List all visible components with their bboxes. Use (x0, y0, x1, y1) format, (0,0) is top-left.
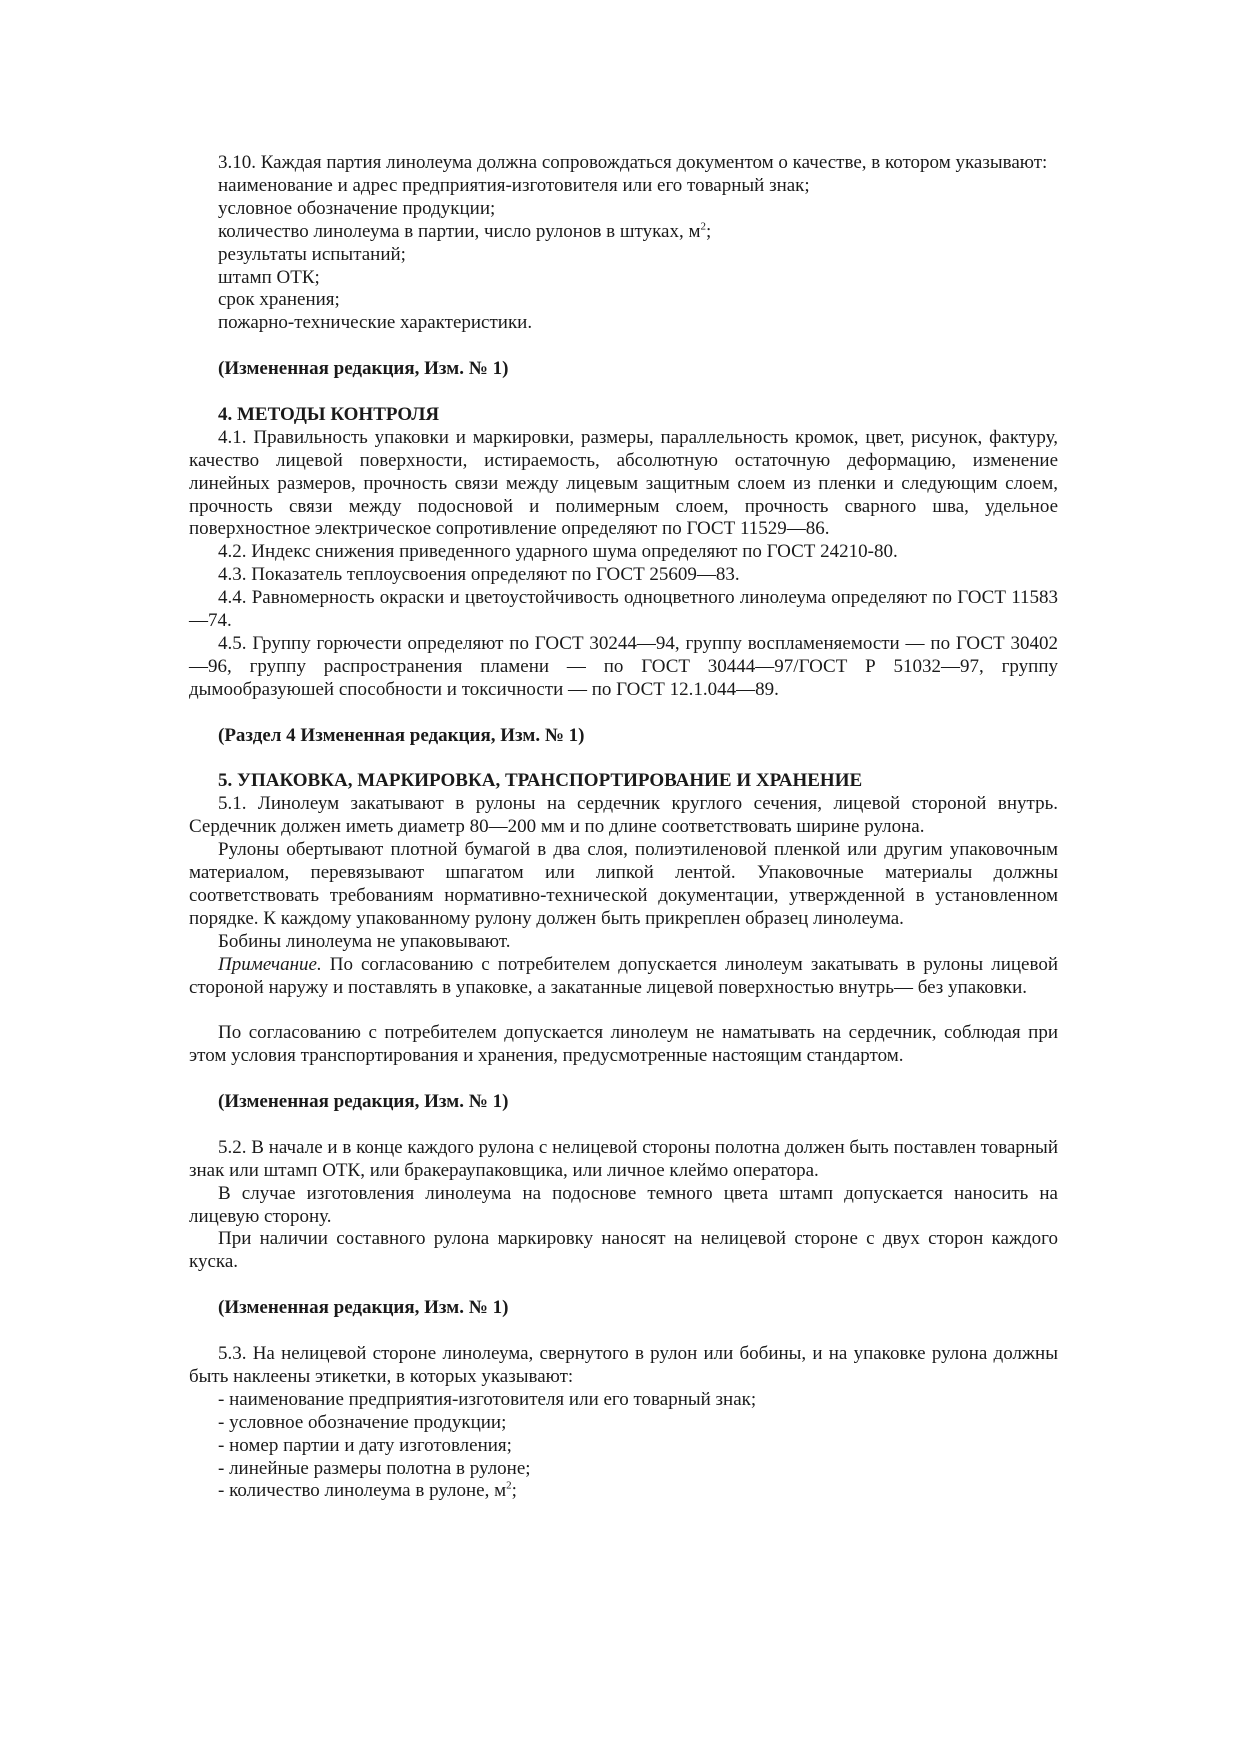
list-item: штамп ОТК; (218, 266, 320, 288)
wrapping-paragraph: Рулоны обертывают плотной бумагой в два слоя, полиэтиленовой пленкой или другим упаковочным материалом, перевязывают шпагатом или липкой лентой. Упаковочные материалы должны соответствовать требованиям нормативно-технической документации, утвержденной в установленном порядке. К каждому упакованному рулону должен быть прикреплен образец линолеума. (189, 839, 1058, 929)
spacer (189, 335, 1058, 358)
spacer (189, 1274, 1058, 1297)
superscript: 2 (506, 1480, 512, 1493)
list-item-text: - количество линолеума в рулоне, м (218, 1480, 507, 1502)
clause-5-2-dark-base: В случае изготовления линолеума на подоснове темного цвета штамп допускается наносить на лицевую сторону. (189, 1182, 1058, 1227)
clause-4-5: 4.5. Группу горючести определяют по ГОСТ 30244—94, группу воспламеняемости — по ГОСТ 30402—96, группу распространения пламени — по ГОСТ 30444—97/ГОСТ Р 51032—97, группу дымообразуюшей способности и токсичности — по ГОСТ 12.1.044—89. (189, 633, 1058, 700)
spacer (189, 748, 1058, 771)
list-item: результаты испытаний; (218, 243, 406, 265)
list-item-tail: ; (705, 220, 712, 242)
section-4-heading: 4. МЕТОДЫ КОНТРОЛЯ (218, 403, 440, 425)
spacer (189, 1114, 1058, 1137)
clause-4-4: 4.4. Равномерность окраски и цветоустойчивость одноцветного линолеума определяют по ГОСТ 11583—74. (189, 587, 1058, 632)
note-paragraph (189, 954, 1058, 1000)
amendment-note: (Измененная редакция, Изм. № 1) (218, 1091, 509, 1113)
note-text: По согласованию с потребителем допускается линолеум закатывать в рулоны лицевой стороной наружу и поставлять в упаковке, а закатанные лицевой поверхностью внутрь— без упаковки. (189, 953, 1058, 998)
list-item: - номер партии и дату изготовления; (218, 1434, 512, 1456)
section-5-heading: 5. УПАКОВКА, МАРКИРОВКА, ТРАНСПОРТИРОВАНИЕ И ХРАНЕНИЕ (218, 770, 863, 792)
spacer (189, 1320, 1058, 1343)
list-item-text: количество линолеума в партии, число рулонов в штуках, м (218, 220, 701, 242)
bobbin-paragraph: Бобины линолеума не упаковывают. (218, 930, 511, 952)
spacer (189, 702, 1058, 725)
note-label: Примечание. (218, 953, 322, 975)
list-item: - линейные размеры полотна в рулоне; (218, 1457, 531, 1479)
document-page (189, 152, 1058, 1503)
clause-5-3: 5.3. На нелицевой стороне линолеума, свернутого в рулон или бобины, и на упаковке рулона должны быть наклеены этикетки, в которых указывают: (189, 1342, 1058, 1387)
clause-3-10-intro: 3.10. Каждая партия линолеума должна сопровождаться документом о качестве, в котором указывают: (218, 152, 1048, 173)
clause-5-2: 5.2. В начале и в конце каждого рулона с нелицевой стороны полотна должен быть поставлен товарный знак или штамп ОТК, или бракераупаковщика, или личное клеймо оператора. (189, 1136, 1058, 1181)
list-item-tail: ; (511, 1480, 517, 1502)
clause-5-2-composite: При наличии составного рулона маркировку наносят на нелицевой стороне с двух сторон каждого куска. (189, 1228, 1058, 1273)
list-item: пожарно-технические характеристики. (218, 312, 533, 334)
clause-5-1: 5.1. Линолеум закатывают в рулоны на сердечник круглого сечения, лицевой стороной внутрь. Сердечник должен иметь диаметр 80—200 мм и по длине соответствовать ширине рулона. (189, 793, 1058, 838)
clause-4-3: 4.3. Показатель теплоусвоения определяют по ГОСТ 25609—83. (218, 564, 740, 586)
superscript: 2 (700, 220, 706, 233)
list-item: наименование и адрес предприятия-изготовителя или его товарный знак; (218, 174, 810, 196)
amendment-note: (Измененная редакция, Изм. № 1) (218, 1297, 509, 1319)
list-item (189, 1480, 1058, 1503)
spacer (189, 999, 1058, 1022)
list-item: условное обозначение продукции; (218, 197, 496, 219)
clause-4-2: 4.2. Индекс снижения приведенного ударного шума определяют по ГОСТ 24210-80. (218, 541, 898, 563)
amendment-note: (Раздел 4 Измененная редакция, Изм. № 1) (218, 724, 585, 746)
clause-4-1: 4.1. Правильность упаковки и маркировки, размеры, параллельность кромок, цвет, рисунок, фактуру, качество лицевой поверхности, истираемость, абсолютную остаточную деформацию, изменение линейных размеров, прочность связи между лицевым защитным слоем из пленки и следующим слоем, прочность связи между подосновой и полимерным слоем, прочность сварного шва, удельное поверхностное электрическое сопротивление определяют по ГОСТ 11529—86. (189, 426, 1058, 540)
list-item (189, 221, 1058, 244)
list-item: - наименование предприятия-изготовителя или его товарный знак; (218, 1388, 757, 1410)
list-item: - условное обозначение продукции; (218, 1411, 507, 1433)
core-paragraph: По согласованию с потребителем допускается линолеум не наматывать на сердечник, соблюдая при этом условия транспортирования и хранения, предусмотренные настоящим стандартом. (189, 1022, 1058, 1067)
amendment-note: (Измененная редакция, Изм. № 1) (218, 358, 509, 380)
spacer (189, 381, 1058, 404)
list-item: срок хранения; (218, 289, 340, 311)
spacer (189, 1068, 1058, 1091)
